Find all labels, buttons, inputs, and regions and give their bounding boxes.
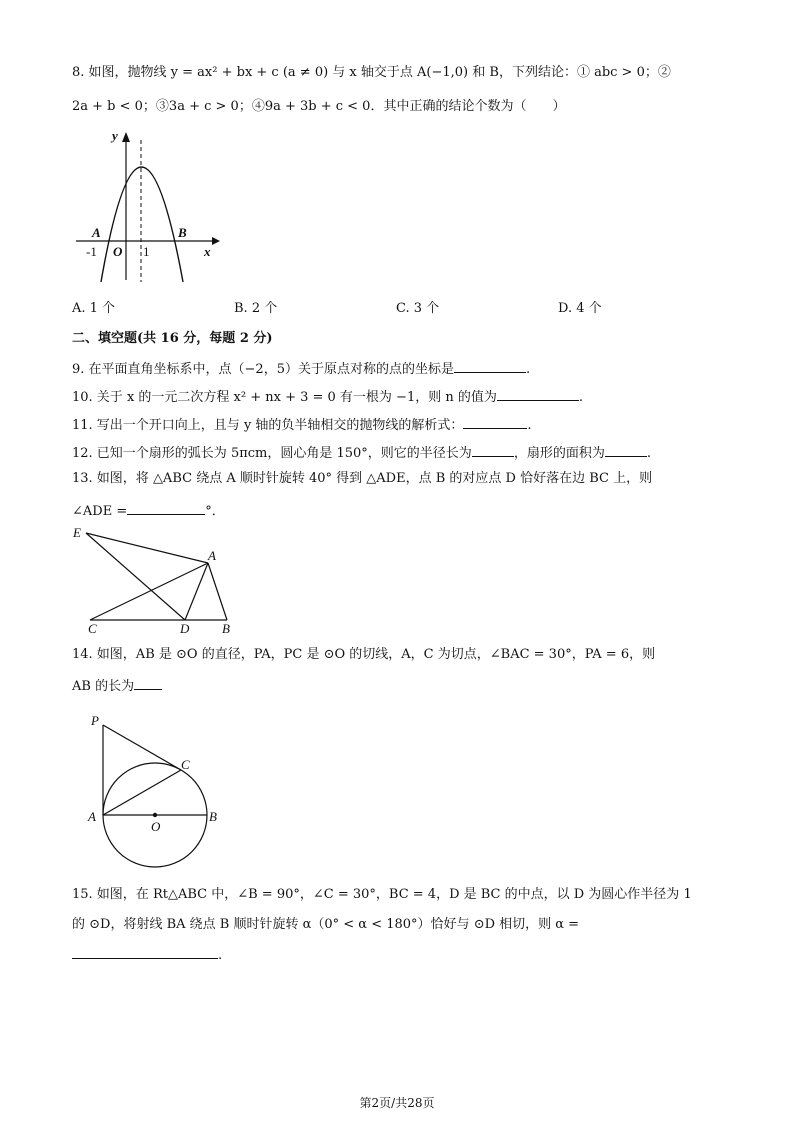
- point-a-label: A: [92, 225, 101, 240]
- circle-o: [103, 763, 207, 867]
- origin-label: O: [113, 244, 123, 259]
- segment-pc: [103, 725, 181, 770]
- q12-end: .: [646, 446, 651, 461]
- neg-one-label: -1: [86, 244, 97, 259]
- q8-option-d: D. 4 个: [558, 301, 602, 316]
- q15-end: .: [218, 948, 223, 963]
- q8-line1: 8. 如图，抛物线 y = ax² + bx + c (a ≠ 0) 与 x 轴交于点 A(−1,0) 和 B，下列结论：① abc > 0；②: [72, 65, 671, 80]
- q8-option-c: C. 3 个: [396, 301, 440, 316]
- q15-line2: 的 ⊙D，将射线 BA 绕点 B 顺时针旋转 α（0° < α < 180°）恰好与 ⊙D 相切，则 α =: [72, 917, 580, 932]
- one-label: 1: [143, 244, 150, 259]
- segment-ac: [103, 770, 181, 815]
- label-c: C: [88, 621, 97, 636]
- q12: [72, 442, 651, 463]
- q12-text-2: ，扇形的面积为: [513, 446, 605, 461]
- segment-ad: [185, 563, 208, 620]
- q13-end: °．: [205, 504, 225, 519]
- label-d: D: [180, 621, 190, 636]
- q12-radius-blank[interactable]: [472, 442, 514, 457]
- section-heading: 二、填空题(共 16 分，每题 2 分): [72, 331, 273, 346]
- q10-answer-blank[interactable]: [497, 386, 579, 401]
- point-b-label: B: [178, 225, 187, 240]
- x-label: x: [204, 244, 211, 259]
- q9-text: 9. 在平面直角坐标系中，点（−2，5）关于原点对称的点的坐标是: [72, 362, 454, 377]
- page-number: 第2页/共28页: [359, 1096, 435, 1110]
- q13-angle: ∠ADE =: [72, 504, 128, 519]
- q10-text: 10. 关于 x 的一元二次方程 x² + nx + 3 = 0 有一根为 −1，则 n 的值为: [72, 390, 497, 405]
- label-b: B: [222, 621, 230, 636]
- segment-ea: [86, 533, 208, 563]
- segment-ab: [208, 563, 227, 620]
- label-e: E: [73, 525, 81, 540]
- q10: [72, 386, 583, 407]
- q13-answer-blank[interactable]: [127, 500, 205, 515]
- segment-ca: [90, 563, 208, 620]
- q11-end: .: [527, 418, 532, 433]
- segment-ed: [86, 533, 185, 620]
- label-b: B: [209, 809, 217, 824]
- label-a: A: [208, 548, 216, 563]
- q14-line1: 14. 如图，AB 是 ⊙O 的直径，PA，PC 是 ⊙O 的切线，A，C 为切点，∠BAC = 30°，PA = 6，则: [72, 647, 656, 662]
- label-c: C: [181, 757, 190, 772]
- label-a: A: [88, 809, 96, 824]
- q9-end: .: [525, 362, 531, 377]
- q8-option-a: A. 1 个: [72, 301, 116, 316]
- q8-line2: 2a + b < 0；③3a + c > 0；④9a + 3b + c < 0．其中正确的结论个数为（ ）: [72, 99, 566, 114]
- y-axis-arrow-icon: [122, 132, 130, 142]
- q13-line1: 13. 如图，将 △ABC 绕点 A 顺时针旋转 40° 得到 △ADE，点 B 的对应点 D 恰好落在边 BC 上，则: [72, 471, 653, 486]
- q14-answer-blank[interactable]: [134, 675, 162, 690]
- q15-line3: [72, 944, 222, 965]
- parabola-curve: [101, 167, 183, 282]
- q9: [72, 358, 530, 379]
- q14-line2: [72, 675, 162, 696]
- label-p: P: [91, 713, 99, 728]
- q15-line1: 15. 如图，在 Rt△ABC 中，∠B = 90°，∠C = 30°，BC = 4，D 是 BC 的中点，以 D 为圆心作半径为 1: [72, 887, 692, 902]
- q11-text: 11. 写出一个开口向上，且与 y 轴的负半轴相交的抛物线的解析式：: [72, 418, 464, 433]
- q8-option-b: B. 2 个: [234, 301, 278, 316]
- q12-text-1: 12. 已知一个扇形的弧长为 5πcm，圆心角是 150°，则它的半径长为: [72, 446, 472, 461]
- segment-ec: [86, 533, 90, 620]
- y-label: y: [112, 128, 118, 143]
- q15-answer-blank[interactable]: [72, 944, 218, 959]
- x-axis-arrow-icon: [212, 237, 220, 245]
- q12-area-blank[interactable]: [605, 442, 647, 457]
- q10-end: .: [578, 390, 584, 405]
- center-point: [153, 813, 157, 817]
- q9-answer-blank[interactable]: [454, 358, 526, 373]
- q14-text: AB 的长为: [72, 679, 135, 694]
- q11: [72, 414, 532, 435]
- q11-answer-blank[interactable]: [463, 414, 527, 429]
- label-o: O: [151, 819, 161, 834]
- q13-line2: [72, 500, 225, 521]
